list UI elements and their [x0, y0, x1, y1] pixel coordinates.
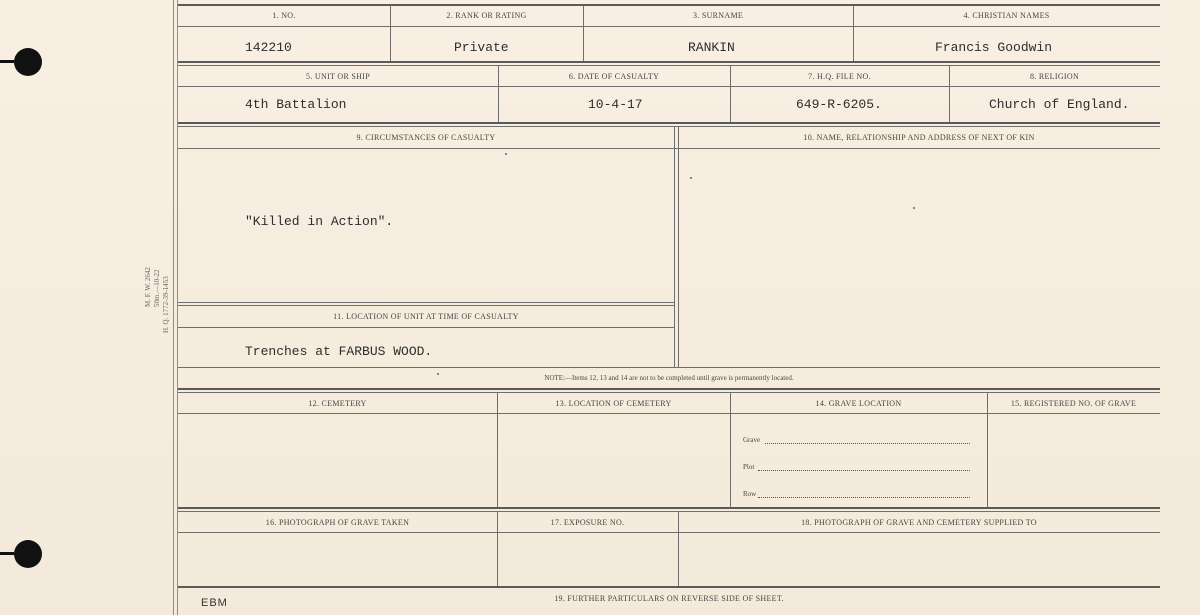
no-label: 1. NO.: [272, 11, 296, 20]
file-value: 649-R-6205.: [796, 97, 882, 112]
grave-field-label: Grave: [743, 436, 761, 444]
punch-hole-top: [14, 48, 42, 76]
location-label: 11. LOCATION OF UNIT AT TIME OF CASUALTY: [333, 312, 519, 321]
next-of-kin-label: 10. NAME, RELATIONSHIP AND ADDRESS OF NEXT OF KIN: [803, 133, 1035, 142]
file-label: 7. H.Q. FILE NO.: [808, 72, 871, 81]
rank-value: Private: [454, 40, 509, 55]
christian-names-label: 4. CHRISTIAN NAMES: [963, 11, 1050, 20]
rank-label: 2. RANK OR RATING: [446, 11, 527, 20]
surname-label: 3. SURNAME: [692, 11, 744, 20]
side-print-line-3: H. Q. 1772-39-1453: [162, 276, 170, 333]
date-label: 6. DATE OF CASUALTY: [568, 72, 660, 81]
christian-names-value: Francis Goodwin: [935, 40, 1053, 55]
surname-value: RANKIN: [688, 40, 735, 55]
location-value: Trenches at FARBUS WOOD.: [245, 344, 433, 359]
registered-no-label: 15. REGISTERED NO. OF GRAVE: [1010, 399, 1137, 408]
date-value: 10-4-17: [588, 97, 643, 112]
note-text: NOTE:—Items 12, 13 and 14 are not to be completed until grave is permanently located.: [544, 374, 794, 382]
row-field-line: [758, 497, 970, 498]
exposure-label: 17. EXPOSURE NO.: [550, 518, 625, 527]
circumstances-label: 9. CIRCUMSTANCES OF CASUALTY: [356, 133, 496, 142]
grave-field-line: [765, 443, 970, 444]
cemetery-label: 12. CEMETERY: [308, 399, 367, 408]
photo-supplied-label: 18. PHOTOGRAPH OF GRAVE AND CEMETERY SUPPLIED TO: [801, 518, 1037, 527]
side-print: [140, 245, 180, 345]
location-of-cemetery-label: 13. LOCATION OF CEMETERY: [555, 399, 672, 408]
plot-field-label: Plot: [743, 463, 755, 471]
initials-stamp: EBM: [201, 597, 228, 609]
plot-field-line: [758, 470, 970, 471]
side-print-line-2: 50m.—10-22: [153, 269, 161, 307]
photo-taken-label: 16. PHOTOGRAPH OF GRAVE TAKEN: [265, 518, 410, 527]
row-field-label: Row: [743, 490, 757, 498]
side-print-line-1: M. F. W. 2642: [144, 267, 152, 307]
unit-label: 5. UNIT OR SHIP: [306, 72, 370, 81]
religion-value: Church of England.: [989, 97, 1130, 112]
service-number: 142210: [245, 40, 292, 55]
further-particulars-label: 19. FURTHER PARTICULARS ON REVERSE SIDE OF SHEET.: [554, 594, 784, 603]
unit-value: 4th Battalion: [245, 97, 347, 112]
religion-label: 8. RELIGION: [1029, 72, 1080, 81]
grave-location-label: 14. GRAVE LOCATION: [815, 399, 902, 408]
punch-hole-bottom: [14, 540, 42, 568]
circumstances-value: "Killed in Action".: [245, 214, 394, 229]
